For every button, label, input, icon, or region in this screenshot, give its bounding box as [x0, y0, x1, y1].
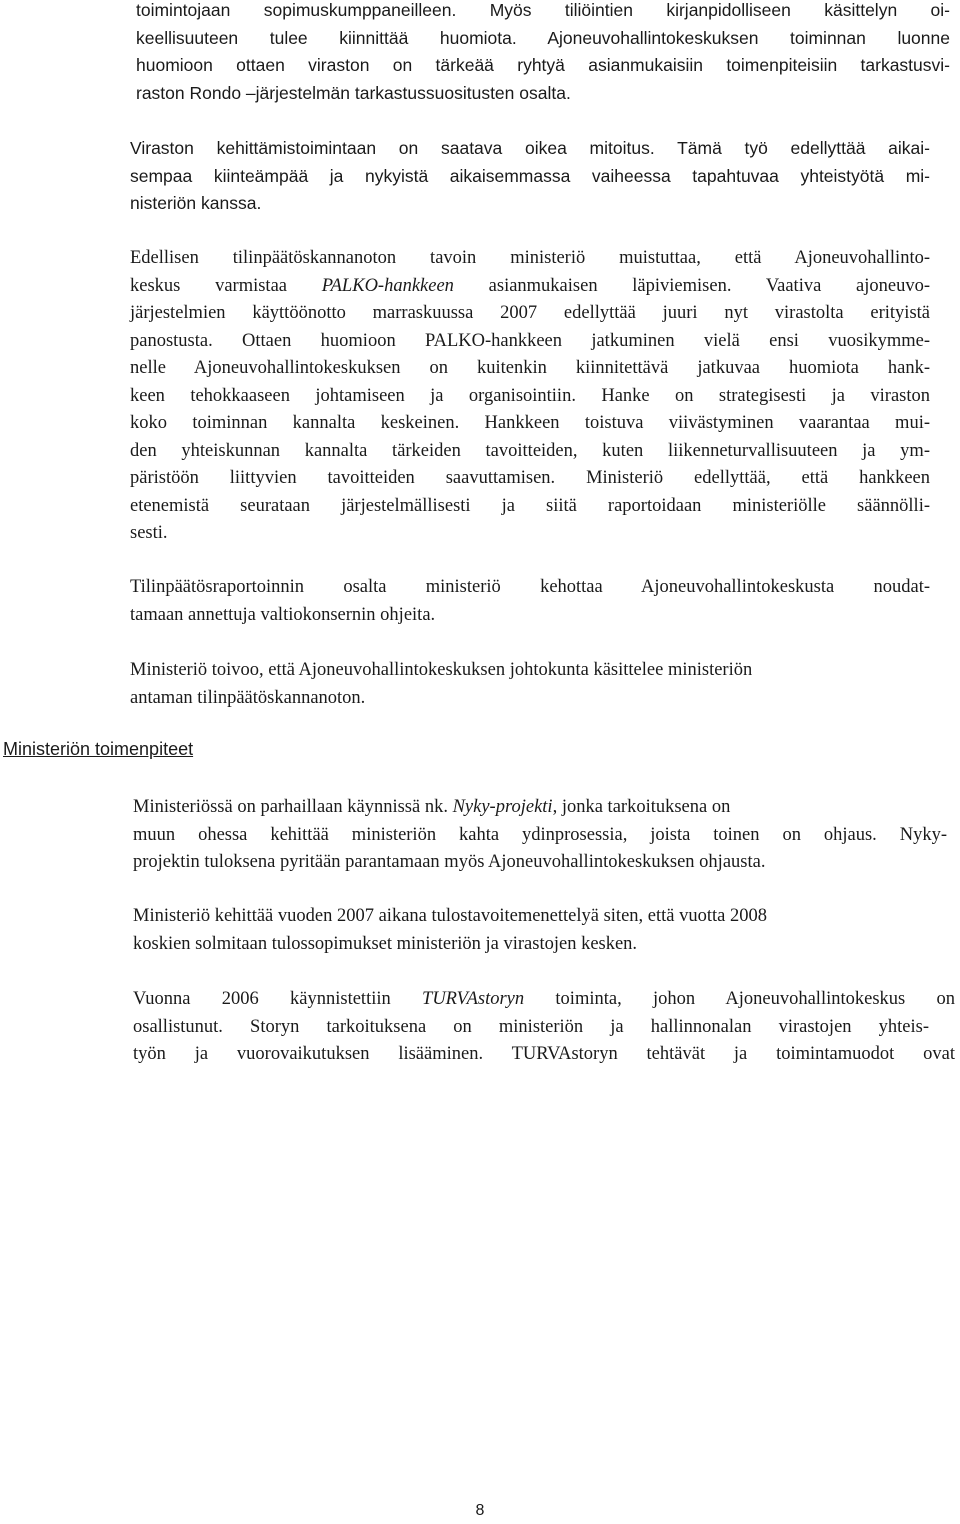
text-line: työn ja vuorovaikutuksen lisääminen. TURVAstoryn tehtävät ja toimintamuodot ovat [133, 1044, 955, 1064]
text-line [130, 273, 930, 301]
text-line: raston Rondo –järjestelmän tarkastussuositusten osalta. [136, 82, 571, 103]
text-line: päristöön liittyvien tavoitteiden saavuttamisen. Ministeriö edellyttää, että hankkeen [130, 468, 930, 488]
paragraph-nyky-projekti [133, 794, 947, 877]
text-line: Ministeriö kehittää vuoden 2007 aikana tulostavoitemenettelyä siten, että vuotta 2008 [133, 906, 767, 926]
text-fragment: , jonka tarkoituksena on [552, 797, 731, 817]
text-line: keen tehokkaaseen johtamiseen ja organisointiin. Hanke on strategisesti ja viraston [130, 385, 930, 406]
text-line: nelle Ajoneuvohallintokeskuksen on kuitenkin kiinnitettävä jatkuvaa huomiota hank- [130, 358, 930, 378]
text-line [133, 794, 947, 822]
paragraph-turvastory [133, 986, 955, 1069]
project-name-palko: PALKO-hankkeen [321, 275, 454, 296]
text-line: projektin tuloksena pyritään parantamaan myös Ajoneuvohallintokeskuksen ohjausta. [133, 852, 766, 872]
text-line: tamaan annettuja valtiokonsernin ohjeita. [130, 604, 436, 625]
text-line: koko toiminnan kannalta keskeinen. Hankkeen toistuva viivästyminen vaarantaa mui- [130, 413, 930, 433]
project-name-turvastory: TURVAstoryn [422, 989, 525, 1009]
text-fragment: Ministeriössä on parhaillaan käynnissä nk. [133, 797, 453, 817]
text-line: toimintojaan sopimuskumppaneilleen. Myös tiliöintien kirjanpidolliseen käsittelyn oi- [136, 0, 950, 20]
text-line: antaman tilinpäätöskannanoton. [130, 687, 366, 708]
paragraph-tilinpaatosraportointi [130, 574, 930, 629]
text-line: panostusta. Ottaen huomioon PALKO-hankkeen jatkuminen vielä ensi vuosikymme- [130, 330, 930, 351]
project-name-nyky: Nyky-projekti [452, 797, 553, 817]
text-line: osallistunut. Storyn tarkoituksena on ministeriön ja hallinnonalan virastojen yhteis- [133, 1016, 929, 1037]
text-fragment: toiminta, johon Ajoneuvohallintokeskus on [524, 989, 956, 1009]
text-line: huomioon ottaen viraston on tärkeää ryhtyä asianmukaisiin toimenpiteisiin tarkastusvi- [136, 55, 950, 75]
text-line: Edellisen tilinpäätöskannanoton tavoin ministeriö muistuttaa, että Ajoneuvohallinto- [130, 248, 930, 268]
paragraph-palko [130, 245, 930, 548]
text-line: muun ohessa kehittää ministeriön kahta ydinprosessia, joista toinen on ohjaus. Nyky- [133, 824, 947, 845]
paragraph-rondo [136, 0, 950, 107]
text-fragment: asianmukaisen läpiviemisen. Vaativa ajoneuvo- [453, 275, 930, 296]
text-line: Ministeriö toivoo, että Ajoneuvohallintokeskuksen johtokunta käsittelee ministeriön [130, 660, 753, 680]
text-line [133, 986, 955, 1014]
paragraph-johtokunta [130, 657, 910, 712]
text-line: sempaa kiinteämpää ja nykyistä aikaisemmassa vaiheessa tapahtuvaa yhteistyötä mi- [130, 165, 930, 186]
text-line: den yhteiskunnan kannalta tärkeiden tavoitteiden, kuten liikenneturvallisuuteen ja ym- [130, 440, 930, 461]
paragraph-mitoitus [130, 135, 930, 218]
text-line: nisteriön kanssa. [130, 193, 262, 213]
text-line: järjestelmien käyttöönotto marraskuussa 2007 edellyttää juuri nyt virastolta erityistä [130, 303, 930, 323]
text-line: keellisuuteen tulee kiinnittää huomiota. Ajoneuvohallintokeskuksen toiminnan luonne [136, 27, 950, 48]
text-fragment: Vuonna 2006 käynnistettiin [133, 989, 423, 1009]
text-line: Tilinpäätösraportoinnin osalta ministeriö kehottaa Ajoneuvohallintokeskusta noudat- [130, 577, 930, 597]
text-line: etenemistä seurataan järjestelmällisesti ja siitä raportoidaan ministeriölle säännölli- [130, 495, 930, 516]
page-number: 8 [475, 1502, 485, 1519]
section-heading: Ministeriön toimenpiteet [3, 739, 194, 759]
text-fragment: keskus varmistaa [130, 275, 322, 296]
text-line: koskien solmitaan tulossopimukset ministeriön ja virastojen kesken. [133, 933, 638, 954]
text-line: sesti. [130, 523, 168, 543]
paragraph-tulostavoitemenettely [133, 903, 947, 958]
text-line: Viraston kehittämistoimintaan on saatava oikea mitoitus. Tämä työ edellyttää aikai- [130, 138, 930, 158]
